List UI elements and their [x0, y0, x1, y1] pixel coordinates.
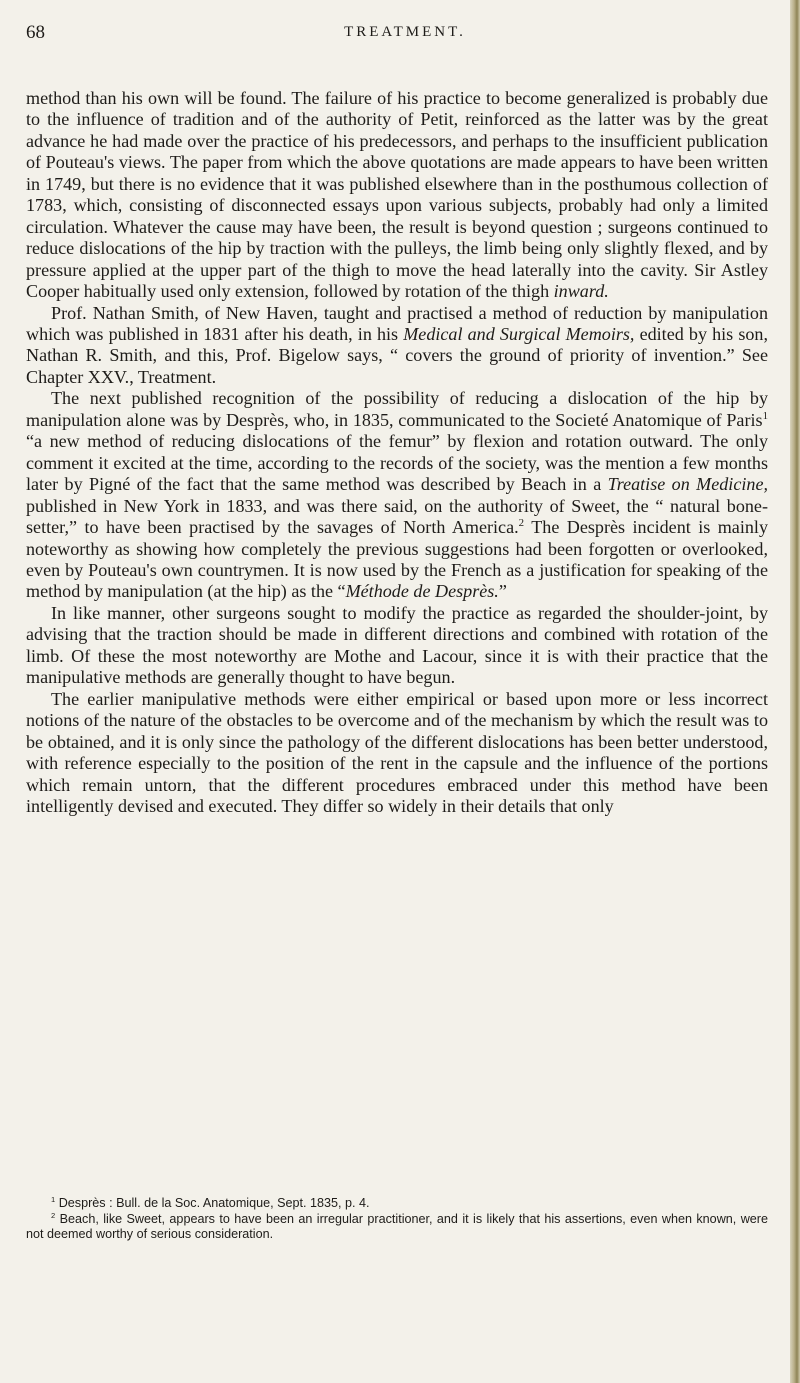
paragraph-1-italic: inward.: [553, 281, 609, 302]
page-number: 68: [26, 22, 45, 43]
footnote-ref-1: 1: [762, 409, 768, 422]
paragraph-1-text: method than his own will be found. The failure of his practice to become generalized is probably due to the influence of tradition and of the authority of Petit, reinforced as the latter was by the great advance he had made over the practice of his predecessors, and perhaps to the insufficient publication of Pouteau's views. The paper from which the above quotations are made appears to have been written in 1749, but there is no evidence that it was published elsewhere than in the posthumous collection of 1783, which, consisting of disconnected essays upon various subjects, probably had only a limited circulation. Whatever the cause may have been, the result is beyond question ; surgeons continued to reduce dislocations of the hip by traction with the pulleys, the limb being only slightly flexed, and by pressure applied at the upper part of the thigh to move the head laterally into the cavity. Sir Astley Cooper habitually used only extension, followed by rotation of the thigh: [26, 88, 768, 302]
paragraph-4: In like manner, other surgeons sought to modify the practice as regarded the shoulder-joint, by advising that the traction should be made in different directions and combined with rotation of the limb. Of these the most noteworthy are Mothe and Lacour, since it is with their practice that the manipulative methods are generally thought to have begun.: [26, 602, 768, 688]
paragraph-3-italic-1: Treatise on Medicine,: [607, 474, 768, 495]
paragraph-3-text-c: published in New York in 1833, and was there said, on the authority of Sweet, the “ natural bone-setter,” to have been practised by the savages of North America.: [26, 495, 768, 538]
footnote-2-text: Beach, like Sweet, appears to have been an irregular practitioner, and it is likely that his assertions, even when known, were not deemed worthy of serious consideration.: [26, 1211, 768, 1242]
paragraph-2: [26, 303, 768, 389]
footnote-1-text: Desprès : Bull. de la Soc. Anatomique, Sept. 1835, p. 4.: [58, 1196, 370, 1210]
paragraph-5: The earlier manipulative methods were either empirical or based upon more or less incorrect notions of the nature of the obstacles to be overcome and of the mechanism by which the result was to be obtained, and it is only since the pathology of the different dislocations has been better understood, with reference especially to the position of the rent in the capsule and the influence of the portions which remain untorn, that the different procedures embraced under this method have been intelligently devised and executed. They differ so widely in their details that only: [26, 688, 768, 816]
paragraph-2-text-b: edited by his son, Nathan R. Smith, and this, Prof. Bigelow says, “ covers the ground of priority of invention.” See Chapter XXV., Treatment.: [26, 323, 768, 387]
footnote-1: [26, 1196, 768, 1212]
body-text: [26, 88, 768, 817]
paragraph-1: [26, 88, 768, 303]
page-header: [26, 22, 784, 48]
paragraph-2-italic: Medical and Surgical Memoirs,: [403, 323, 635, 344]
footnotes: [26, 1196, 768, 1243]
paragraph-3-italic-2: Méthode de Desprès.: [345, 581, 499, 602]
paragraph-2-text-a: Prof. Nathan Smith, of New Haven, taught and practised a method of reduction by manipulation which was published in 1831 after his death, in his: [26, 302, 768, 344]
footnote-2: [26, 1212, 768, 1243]
page-edge: [790, 0, 800, 1383]
footnote-ref-2: 2: [518, 517, 525, 530]
paragraph-3-text-b: “a new method of reducing dislocations of the femur” by flexion and rotation outward. The only comment it excited at the time, according to the records of the society, was the mention a few months later by Pigné of the fact that the same method was described by Beach in a: [26, 431, 768, 495]
paragraph-3: [26, 388, 768, 603]
footnote-2-marker: 2: [51, 1210, 56, 1220]
paragraph-3-text-e: ”: [498, 581, 507, 602]
paragraph-3-text-a: The next published recognition of the possibility of reducing a dislocation of the hip by manipulation alone was by Desprès, who, in 1835, communicated to the Societé Anatomique of Paris: [26, 388, 768, 430]
footnote-1-marker: 1: [51, 1194, 56, 1204]
running-head: TREATMENT.: [344, 24, 466, 40]
paragraph-3-text-d: The Desprès incident is mainly noteworthy as showing how completely the previous suggestions had been forgotten or overlooked, even by Pouteau's own countrymen. It is now used by the French as a justification for speaking of the method by manipulation (at the hip) as the “: [26, 517, 768, 602]
